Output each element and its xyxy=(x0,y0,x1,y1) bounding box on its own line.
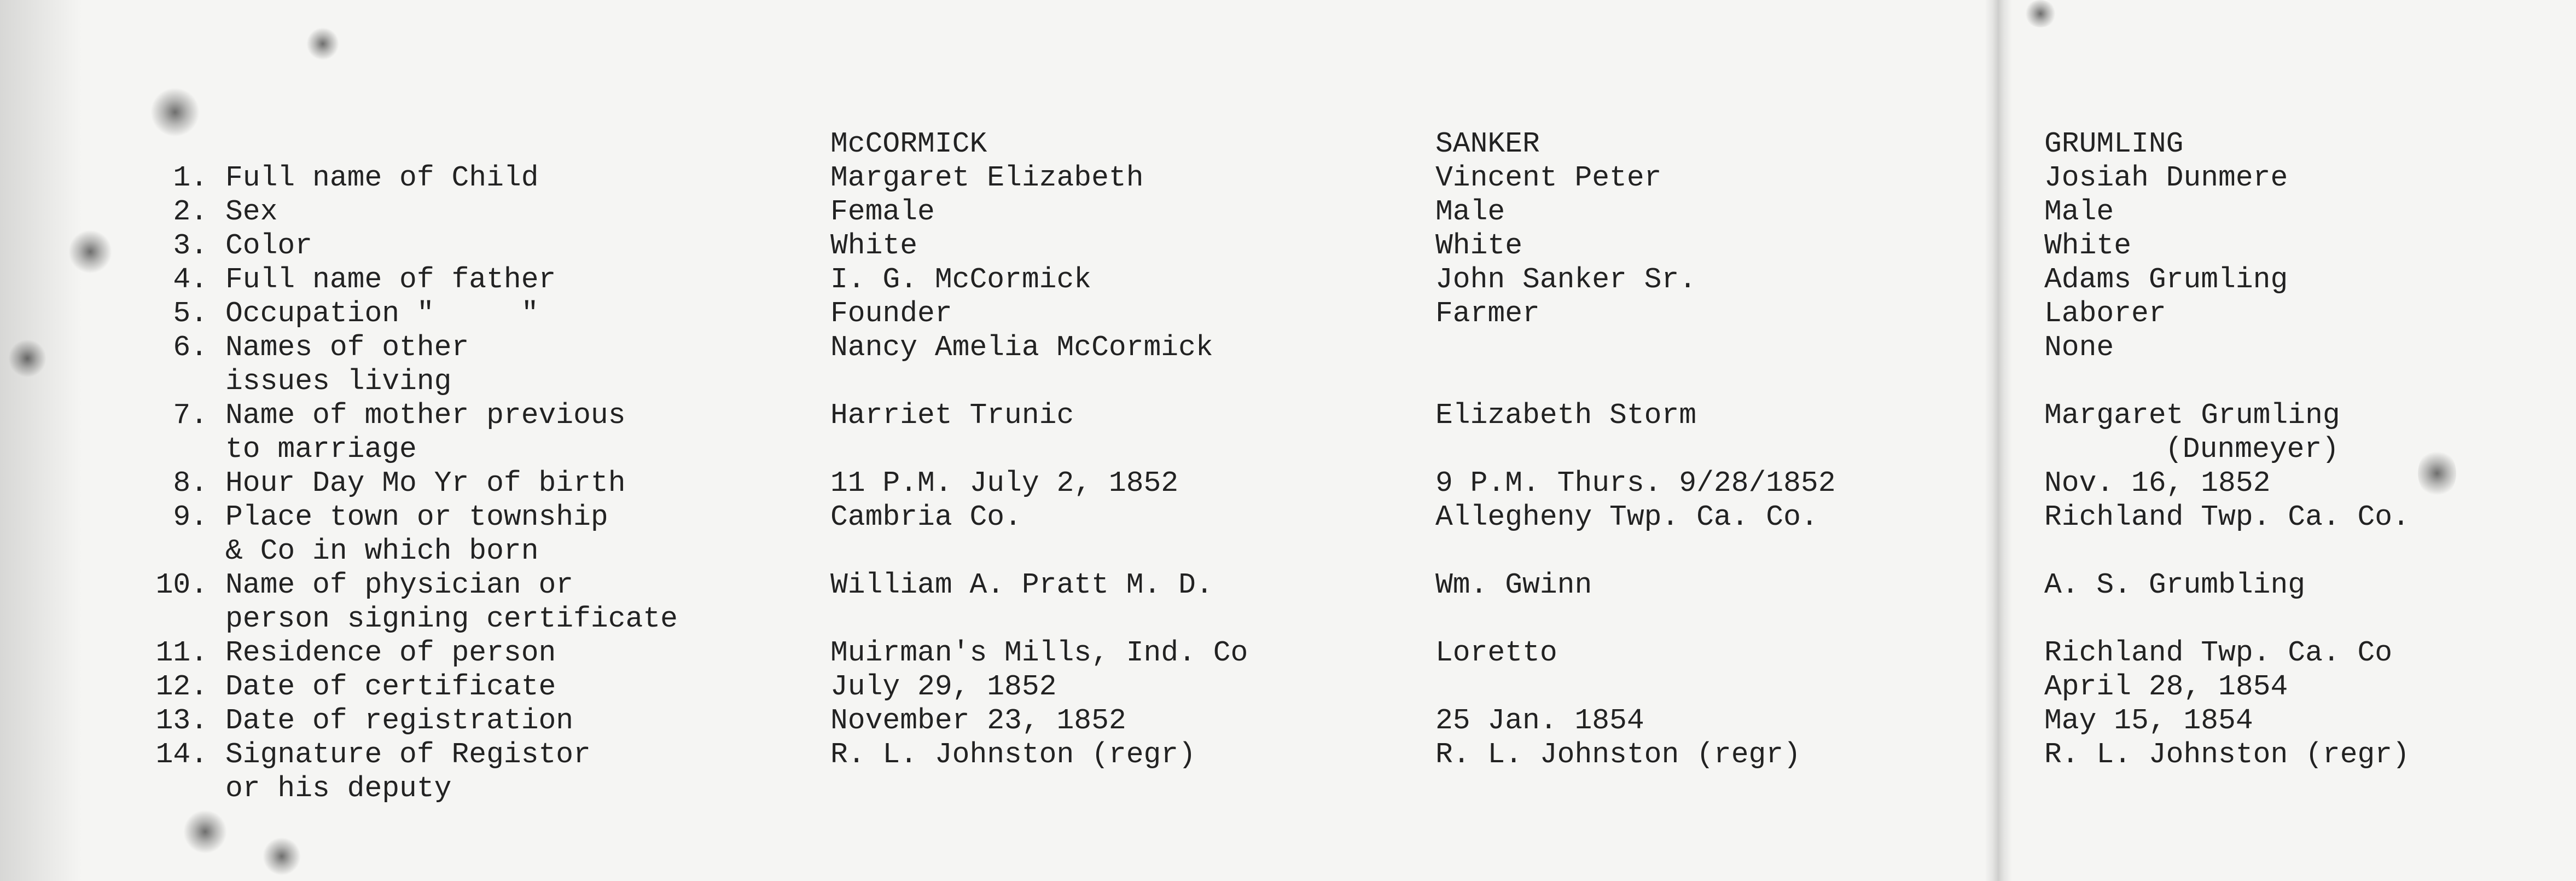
field-number: 13. xyxy=(155,704,208,737)
ink-smudge xyxy=(2024,0,2057,27)
birth-place-value: Allegheny Twp. Ca. Co. xyxy=(1435,501,1818,534)
field-label: Hour Day Mo Yr of birth xyxy=(225,467,626,500)
father-name-value: Adams Grumling xyxy=(2044,263,2288,296)
field-number: 3. xyxy=(173,229,208,262)
field-label: Full name of father xyxy=(225,263,556,296)
birth-time-value: 11 P.M. July 2, 1852 xyxy=(830,467,1179,500)
occupation-value: Founder xyxy=(830,297,952,330)
residence-value: Richland Twp. Ca. Co xyxy=(2044,636,2393,669)
field-number: 12. xyxy=(155,670,208,703)
field-number: 9. xyxy=(173,501,208,534)
birth-time-value: 9 P.M. Thurs. 9/28/1852 xyxy=(1435,467,1836,500)
col3-surname: GRUMLING xyxy=(2044,127,2184,160)
mother-name-value: Margaret Grumling xyxy=(2044,399,2340,432)
field-number: 1. xyxy=(173,161,208,194)
field-label: Sex xyxy=(225,195,278,228)
mother-maiden-name-value: (Dunmeyer) xyxy=(2165,433,2340,466)
field-label: Names of other xyxy=(225,331,469,364)
field-label: Signature of Registor xyxy=(225,738,591,771)
ink-smudge xyxy=(183,810,227,854)
registrar-signature-value: R. L. Johnston (regr) xyxy=(830,738,1196,771)
ink-smudge xyxy=(2418,449,2456,498)
field-label-continued: or his deputy xyxy=(225,772,452,805)
father-name-value: John Sanker Sr. xyxy=(1435,263,1697,296)
mother-name-value: Elizabeth Storm xyxy=(1435,399,1697,432)
occupation-value: Farmer xyxy=(1435,297,1540,330)
ink-smudge xyxy=(150,88,200,137)
physician-value: William A. Pratt M. D. xyxy=(830,569,1213,601)
sex-value: Female xyxy=(830,195,935,228)
field-label: Date of registration xyxy=(225,704,574,737)
col1-surname: McCORMICK xyxy=(830,127,987,160)
field-label: Name of physician or xyxy=(225,569,574,601)
physician-value: Wm. Gwinn xyxy=(1435,569,1592,601)
physician-value: A. S. Grumbling xyxy=(2044,569,2306,601)
ink-smudge xyxy=(306,27,339,60)
sex-value: Male xyxy=(1435,195,1505,228)
field-label-continued: to marriage xyxy=(225,433,417,466)
field-number: 7. xyxy=(173,399,208,432)
other-issues-value: Nancy Amelia McCormick xyxy=(830,331,1213,364)
registration-date-value: May 15, 1854 xyxy=(2044,704,2253,737)
occupation-value: Laborer xyxy=(2044,297,2166,330)
field-label-continued: person signing certificate xyxy=(225,602,678,635)
other-issues-value: None xyxy=(2044,331,2114,364)
field-label: Residence of person xyxy=(225,636,556,669)
field-label: Occupation " " xyxy=(225,297,539,330)
registration-date-value: November 23, 1852 xyxy=(830,704,1126,737)
color-value: White xyxy=(2044,229,2132,262)
field-number: 8. xyxy=(173,467,208,500)
ink-smudge xyxy=(68,230,112,274)
child-name-value: Josiah Dunmere xyxy=(2044,161,2288,194)
registrar-signature-value: R. L. Johnston (regr) xyxy=(2044,738,2410,771)
residence-value: Loretto xyxy=(1435,636,1557,669)
mother-name-value: Harriet Trunic xyxy=(830,399,1074,432)
color-value: White xyxy=(830,229,918,262)
field-label: Full name of Child xyxy=(225,161,539,194)
child-name-value: Vincent Peter xyxy=(1435,161,1662,194)
birth-time-value: Nov. 16, 1852 xyxy=(2044,467,2271,500)
field-number: 10. xyxy=(155,569,208,601)
certificate-date-value: July 29, 1852 xyxy=(830,670,1057,703)
ink-smudge xyxy=(263,837,301,876)
field-number: 11. xyxy=(155,636,208,669)
child-name-value: Margaret Elizabeth xyxy=(830,161,1144,194)
field-label-continued: issues living xyxy=(225,365,452,398)
field-label: Date of certificate xyxy=(225,670,556,703)
color-value: White xyxy=(1435,229,1523,262)
left-edge-shadow xyxy=(0,0,82,881)
birth-place-value: Richland Twp. Ca. Co. xyxy=(2044,501,2410,534)
field-number: 4. xyxy=(173,263,208,296)
birth-place-value: Cambria Co. xyxy=(830,501,1022,534)
ink-smudge xyxy=(8,339,46,378)
certificate-date-value: April 28, 1854 xyxy=(2044,670,2288,703)
field-number: 6. xyxy=(173,331,208,364)
col2-surname: SANKER xyxy=(1435,127,1540,160)
field-number: 14. xyxy=(155,738,208,771)
field-label: Color xyxy=(225,229,313,262)
field-label-continued: & Co in which born xyxy=(225,535,539,567)
field-label: Place town or township xyxy=(225,501,608,534)
field-label: Name of mother previous xyxy=(225,399,626,432)
sex-value: Male xyxy=(2044,195,2114,228)
page-fold-line xyxy=(1985,0,2012,881)
registration-date-value: 25 Jan. 1854 xyxy=(1435,704,1644,737)
field-number: 5. xyxy=(173,297,208,330)
residence-value: Muirman's Mills, Ind. Co xyxy=(830,636,1248,669)
father-name-value: I. G. McCormick xyxy=(830,263,1092,296)
registrar-signature-value: R. L. Johnston (regr) xyxy=(1435,738,1801,771)
field-number: 2. xyxy=(173,195,208,228)
